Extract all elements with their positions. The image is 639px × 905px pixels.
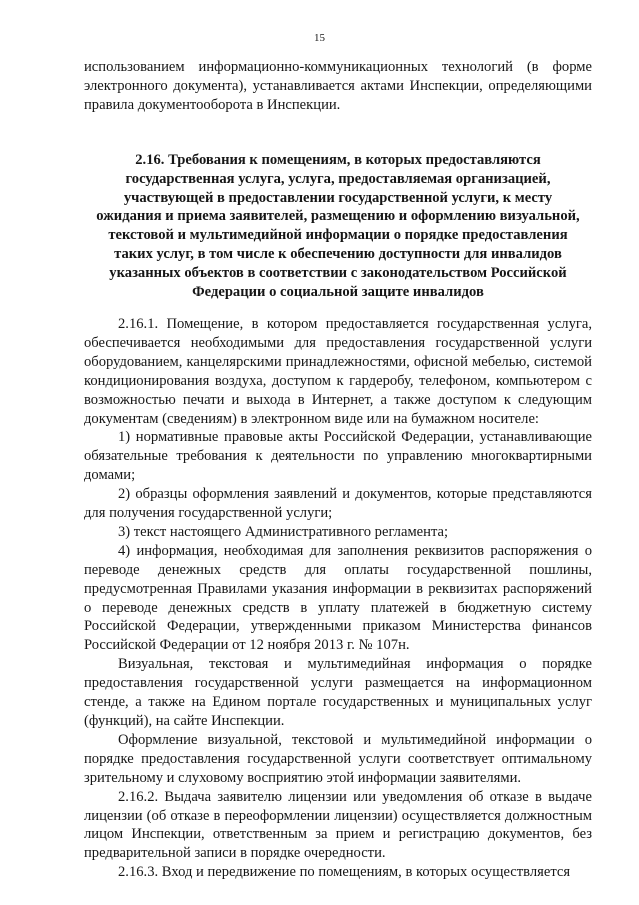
paragraph-continuation: использованием информационно-коммуникационных технологий (в форме электронного документа), устанавливается актами Инспекции, определяющими правила документооборота в Инспекции. bbox=[84, 59, 592, 113]
document-body bbox=[84, 58, 592, 882]
list-item-3: 3) текст настоящего Административного регламента; bbox=[118, 523, 449, 540]
paragraph-info-design: Оформление визуальной, текстовой и мультимедийной информации о порядке предоставления государственной услуги соответствует оптимальному зрительному и слуховому восприятию этой информации заявителями. bbox=[84, 731, 592, 786]
paragraph-2-16-1: 2.16.1. Помещение, в котором предоставляется государственная услуга, обеспечивается необходимыми для предоставления государственной услуги оборудованием, канцелярскими принадлежностями, офисной мебелью, системой кондиционирования воздуха, доступом к гардеробу, телефоном, компьютером с возможностью печати и выхода в Интернет, а также доступом к следующим документам (сведениям) в электронном виде или на бумажном носителе: bbox=[84, 315, 592, 427]
paragraph-2-16-3: 2.16.3. Вход и передвижение по помещениям, в которых осуществляется bbox=[118, 864, 571, 881]
paragraph-2-16-2: 2.16.2. Выдача заявителю лицензии или уведомления об отказе в выдаче лицензии (об отказе в переоформлении лицензии) осуществляется должностным лицом Инспекции, ответственным за прием и регистрацию документов, без предварительной записи в порядке очередности. bbox=[84, 788, 592, 862]
list-item-1: 1) нормативные правовые акты Российской Федерации, устанавливающие обязательные требования к деятельности по управлению многоквартирными домами; bbox=[84, 429, 592, 484]
list-item-4: 4) информация, необходимая для заполнения реквизитов распоряжения о переводе денежных средств для оплаты государственной пошлины, предусмотренная Правилами указания информации в реквизитах распоряжений о переводе денежных средств в уплату платежей в бюджетную систему Российской Федерации, утвержденными приказом Министерства финансов Российской Федерации от 12 ноября 2013 г. № 107н. bbox=[84, 542, 592, 654]
paragraph-visual-info: Визуальная, текстовая и мультимедийная информация о порядке предоставления государственной услуги размещается на информационном стенде, а также на Едином портале государственных и муниципальных услуг (функций), на сайте Инспекции. bbox=[84, 656, 592, 729]
page-number: 15 bbox=[314, 32, 325, 44]
section-heading-2-16: 2.16. Требования к помещениям, в которых предоставляются государственная услуга, услуга, предоставляемая организацией, участвующей в предоставлении государственной услуги, к месту ожидания и приема заявителей, размещению и оформлению визуальной, текстовой и мультимедийной информации о порядке предоставления таких услуг, в том числе к обеспечению доступности для инвалидов указанных объектов в соответствии с законодательством Российской Федерации о социальной защите инвалидов bbox=[96, 151, 580, 301]
list-item-2: 2) образцы оформления заявлений и документов, которые представляются для получения государственной услуги; bbox=[84, 486, 592, 522]
